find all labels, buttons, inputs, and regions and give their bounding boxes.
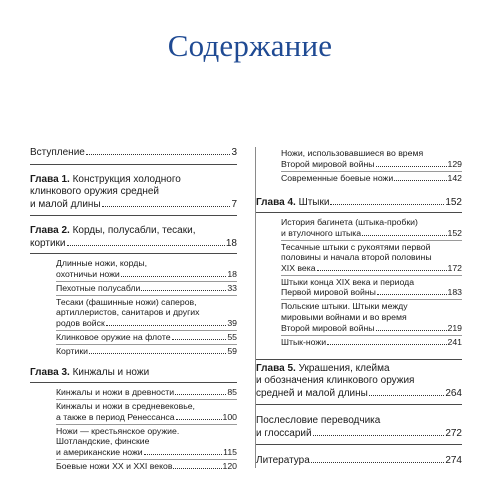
literature-title: Литература	[256, 455, 310, 467]
subitem-line: Второй мировой войны	[281, 322, 375, 333]
chapter-title-line: средней и малой длины	[256, 387, 368, 399]
chapter-title-line: Конструкция холодного	[72, 173, 181, 185]
subitem-page: 33	[227, 282, 237, 293]
subitem-page: 120	[222, 461, 237, 472]
subitem-line: Длинные ножи, корды,	[56, 258, 148, 268]
toc-chapter-2	[30, 225, 237, 358]
intro-page: 3	[231, 147, 237, 158]
subitem-line: артиллеристов, санитаров и других	[56, 307, 200, 318]
subitem-line: Кортики	[56, 345, 89, 356]
subitem-line: Штык-ножи	[281, 336, 327, 347]
afterword-line: и глоссарий	[256, 427, 312, 439]
toc-subitem	[56, 344, 237, 358]
leader-dots	[330, 204, 444, 205]
toc-subitem	[56, 257, 237, 281]
toc-subitem	[56, 399, 237, 424]
subitem-page: 55	[227, 331, 237, 342]
toc-chapter-4	[256, 197, 462, 349]
subitem-page: 152	[447, 227, 462, 238]
toc-subitem	[56, 459, 237, 473]
leader-dots	[317, 270, 447, 271]
afterword-line: Послесловие переводчика	[256, 415, 381, 427]
subitem-line: Штыки конца XIX века и периода	[281, 276, 415, 287]
subitem-page: 59	[227, 345, 237, 356]
leader-dots	[327, 344, 446, 345]
leader-dots	[376, 330, 447, 331]
subitem-line: родов войск	[56, 317, 105, 328]
subitem-line: Ножи — крестьянское оружие.	[56, 425, 180, 436]
subitem-page: 18	[227, 268, 237, 279]
leader-dots	[121, 276, 227, 277]
subitem-line: Кинжалы и ножи в древности	[56, 387, 175, 398]
toc-chapter-1	[30, 174, 237, 217]
subitem-page: 172	[447, 262, 462, 273]
subitem-page: 39	[227, 317, 237, 328]
leader-dots	[89, 353, 226, 354]
chapter-label: Глава 4.	[256, 196, 296, 208]
chapter-page: 7	[231, 198, 237, 210]
subitem-page: 100	[222, 411, 237, 422]
afterword-page: 272	[445, 427, 462, 439]
leader-dots	[106, 325, 227, 326]
leader-dots	[176, 419, 222, 420]
leader-dots	[175, 394, 226, 395]
subitem-line: Польские штыки. Штыки между	[281, 301, 408, 312]
subitem-line: охотничьи ножи	[56, 268, 120, 279]
leader-dots	[102, 206, 231, 207]
toc-left-column	[30, 147, 237, 473]
leader-dots	[362, 235, 446, 236]
leader-dots	[311, 462, 445, 463]
literature-page: 274	[445, 455, 462, 467]
subitem-line: Современные боевые ножи	[281, 172, 394, 183]
toc-subitem	[281, 240, 462, 275]
chapter-page: 264	[445, 387, 462, 399]
chapter-title-line: кортики	[30, 237, 66, 249]
leader-dots	[369, 395, 444, 396]
toc-subitem	[281, 275, 462, 300]
toc-subitem	[56, 330, 237, 344]
toc-right-column	[255, 147, 462, 468]
toc-afterword	[256, 415, 462, 445]
toc-subitem	[281, 299, 462, 334]
subitem-line: Первой мировой войны	[281, 287, 376, 298]
subitem-line: Шотландские, финские	[56, 436, 150, 447]
leader-dots	[173, 468, 221, 469]
toc-intro	[30, 147, 237, 165]
toc-literature	[256, 455, 462, 468]
chapter-page: 152	[445, 196, 462, 208]
subitem-page: 85	[227, 387, 237, 398]
toc-chapter-5	[256, 359, 462, 406]
chapter-title-line: Кинжалы и ножи	[72, 366, 150, 378]
leader-dots	[394, 180, 446, 181]
subitem-page: 241	[447, 336, 462, 347]
subitem-page: 142	[447, 172, 462, 183]
subitem-line: Клинковое оружие на флоте	[56, 331, 171, 342]
subitem-line: История багинета (штыка-пробки)	[281, 217, 418, 228]
subitem-line: половины и начала второй половины	[281, 252, 432, 263]
toc-subitem	[281, 147, 462, 171]
toc-subitem	[281, 335, 462, 349]
toc-subitem	[56, 424, 237, 459]
leader-dots	[141, 290, 226, 291]
chapter-title-line: Корды, полусабли, тесаки,	[72, 225, 196, 236]
subitem-page: 115	[223, 447, 237, 458]
chapter-label: Глава 5.	[256, 362, 296, 374]
toc-subitem	[281, 216, 462, 240]
toc-chapter-3	[30, 367, 237, 473]
chapter-title-line: и обозначения клинкового оружия	[256, 375, 415, 387]
chapter-title-line: клинкового оружия средней	[30, 186, 160, 197]
subitem-line: XIX века	[281, 262, 316, 273]
chapter-label: Глава 1.	[30, 173, 70, 185]
toc-subitem	[56, 295, 237, 330]
subitem-line: Тесачные штыки с рукоятями первой	[281, 241, 431, 252]
intro-title: Вступление	[30, 147, 85, 158]
subitem-line: а также в период Ренессанса	[56, 411, 175, 422]
subitem-line: мировыми войнами и во время	[281, 312, 407, 323]
chapter-label: Глава 3.	[30, 366, 70, 378]
chapter-title-line: Штыки	[298, 196, 330, 208]
leader-dots	[172, 339, 227, 340]
leader-dots	[376, 166, 447, 167]
subitem-line: Кинжалы и ножи в средневековье,	[56, 401, 195, 412]
toc-subitem	[56, 386, 237, 399]
chapter-title-line: и малой длины	[30, 198, 101, 210]
leader-dots	[86, 154, 231, 155]
leader-dots	[67, 245, 225, 246]
subitem-page: 219	[447, 322, 462, 333]
chapter-label: Глава 2.	[30, 225, 70, 236]
chapter-title-line: Украшения, клейма	[298, 362, 390, 374]
subitem-line: Пехотные полусабли	[56, 282, 141, 293]
subitem-page: 183	[447, 287, 462, 298]
leader-dots	[313, 435, 445, 436]
subitem-line: и американские ножи	[56, 447, 143, 458]
subitem-line: Боевые ножи XX и XXI веков	[56, 461, 173, 472]
leader-dots	[144, 454, 222, 455]
toc-subitem	[281, 171, 462, 185]
leader-dots	[377, 294, 447, 295]
subitem-line: и втулочного штыка	[281, 227, 362, 238]
subitem-line: Ножи, использовавшиеся во время	[281, 148, 424, 158]
page-title: Содержание	[167, 28, 333, 63]
chapter-page: 18	[225, 237, 237, 249]
subitem-line: Тесаки (фашинные ножи) саперов,	[56, 296, 197, 307]
subitem-page: 129	[447, 158, 462, 169]
toc-subitem	[56, 281, 237, 295]
subitem-line: Второй мировой войны	[281, 158, 375, 169]
